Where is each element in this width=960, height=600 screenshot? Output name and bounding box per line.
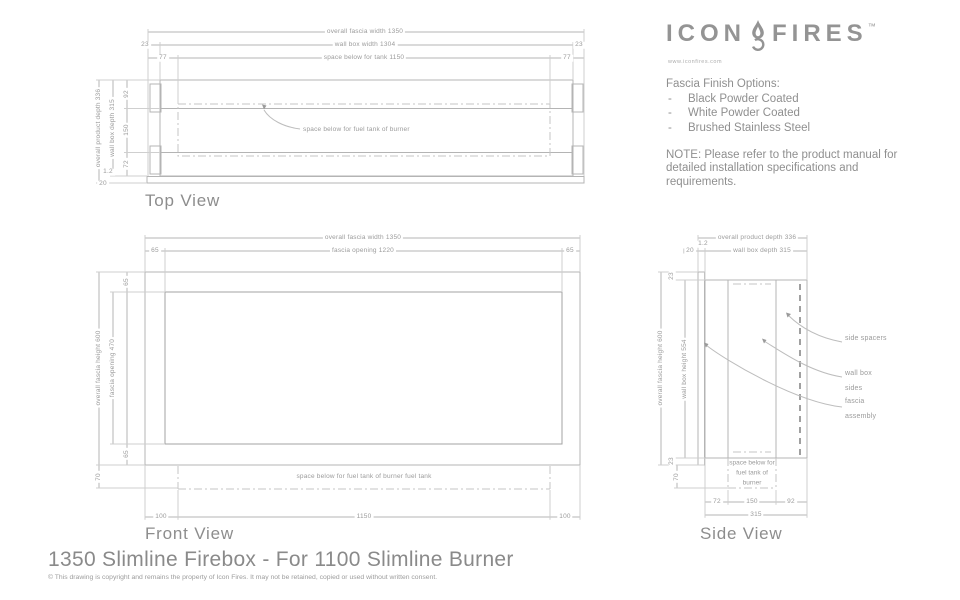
dim-top-offset-77-left: 77: [159, 53, 167, 61]
dim-side-wall-box-height: wall box height 554: [680, 339, 688, 399]
front-opening-outline: [165, 292, 562, 444]
dim-front-offset-65-top: 65: [122, 278, 130, 286]
fascia-option-label: Black Powder Coated: [688, 92, 799, 105]
dim-top-72: 72: [122, 160, 130, 168]
icon-fires-logo: [666, 22, 926, 57]
dim-front-offset-65-bottom: 65: [122, 450, 130, 458]
dim-side-23-top: 23: [667, 272, 675, 280]
callout-wall-box-sides: wall box sides: [845, 370, 872, 392]
bullet-dash: -: [668, 121, 672, 134]
dim-side-92: 92: [787, 497, 795, 505]
bullet-dash: -: [668, 107, 672, 119]
dim-side-wall-box-depth: wall box depth 315: [733, 246, 791, 254]
front-annotation: space below for fuel tank of burner fuel tank: [296, 472, 432, 480]
fascia-assembly-leader: [706, 345, 842, 407]
trademark-symbol: ™: [867, 22, 876, 31]
dim-front-offset-65-left: 65: [151, 246, 159, 254]
front-fascia-outline: [145, 272, 580, 465]
logo-icon-text: ICON: [666, 20, 746, 47]
dim-top-92: 92: [122, 90, 130, 98]
side-annotation: space below for fuel tank of burner: [729, 459, 775, 486]
copyright-notice: © This drawing is copyright and remains the property of Icon Fires. It may not be retained, copied or used without written consent.: [48, 574, 438, 581]
top-annotation-leader: [264, 110, 300, 129]
dim-top-offset-23-right: 23: [575, 40, 583, 48]
dim-top-wall-box-width: wall box width 1304: [334, 40, 396, 48]
dim-front-fascia-opening-h: fascia opening 470: [108, 338, 116, 398]
dim-front-1150: 1150: [356, 512, 372, 520]
dim-top-offset-77-right: 77: [563, 53, 571, 61]
installation-note: NOTE: Please refer to the product manual for detailed installation specifications and requirements.: [666, 148, 898, 188]
dim-front-overall-fascia-width: overall fascia width 1350: [324, 233, 402, 241]
dim-side-overall-fascia-height: overall fascia height 600: [656, 330, 664, 406]
dim-top-offset-23-left: 23: [141, 40, 149, 48]
side-spacers-leader: [788, 315, 842, 342]
top-spacer-left-lower: [150, 146, 161, 174]
dim-top-1-2: 1.2: [103, 167, 113, 175]
top-spacer-right-upper: [572, 84, 583, 112]
dim-side-315: 315: [750, 510, 762, 518]
info-column: [666, 22, 926, 189]
dim-top-wall-box-depth: wall box depth 315: [108, 99, 116, 157]
dim-side-overall-product-depth: overall product depth 336: [717, 233, 797, 241]
dim-top-overall-fascia-width: overall fascia width 1350: [326, 27, 404, 35]
dim-side-1-2: 1.2: [698, 239, 708, 247]
dim-front-70: 70: [94, 473, 102, 481]
side-view-label: Side View: [700, 524, 783, 543]
side-view-drawing: [698, 272, 842, 488]
side-wall-box: [705, 280, 807, 458]
bullet-dash: -: [668, 92, 672, 105]
dim-top-overall-product-depth: overall product depth 336: [94, 88, 102, 168]
dim-front-offset-65-right: 65: [566, 246, 574, 254]
fascia-option-label: White Powder Coated: [688, 107, 800, 119]
top-fascia-bar: [147, 177, 584, 184]
callout-side-spacers: side spacers: [845, 335, 887, 342]
top-view-label: Top View: [145, 191, 221, 210]
side-fascia-bar: [698, 272, 705, 465]
dim-front-100-left: 100: [155, 512, 167, 520]
dim-front-fascia-opening-w: fascia opening 1220: [332, 246, 394, 254]
callout-fascia-assembly: fascia assembly: [845, 398, 877, 420]
logo-website: www.iconfires.com: [668, 59, 723, 65]
wall-box-sides-arrow-icon: [762, 339, 767, 344]
top-spacer-right-lower: [572, 146, 583, 174]
fascia-option-item: [666, 93, 926, 105]
dim-top-150: 150: [122, 124, 130, 136]
dim-side-72: 72: [713, 497, 721, 505]
dim-side-70: 70: [672, 473, 680, 481]
top-spacer-left-upper: [150, 84, 161, 112]
fascia-option-label: Brushed Stainless Steel: [688, 121, 811, 134]
dim-side-20: 20: [686, 246, 694, 254]
flame-icon: [746, 19, 770, 57]
fascia-option-item: [666, 122, 926, 134]
top-annotation: space below for fuel tank of burner: [303, 125, 410, 133]
sheet-title: 1350 Slimline Firebox - For 1100 Slimline Burner: [48, 548, 514, 571]
dim-side-23-bottom: 23: [667, 457, 675, 465]
dim-front-overall-fascia-height: overall fascia height 600: [94, 330, 102, 406]
dim-side-150: 150: [746, 497, 758, 505]
fascia-option-item: [666, 107, 926, 119]
front-view-label: Front View: [145, 524, 234, 543]
dim-top-20: 20: [99, 179, 107, 187]
dim-front-100-right: 100: [559, 512, 571, 520]
logo-fires-text: FIRES: [772, 20, 868, 47]
dim-top-space-below-tank: space below for tank 1150: [323, 53, 405, 61]
fascia-options-title: Fascia Finish Options:: [666, 78, 780, 90]
front-view-drawing: [145, 272, 580, 489]
top-view-dimension-lines: [96, 29, 584, 183]
